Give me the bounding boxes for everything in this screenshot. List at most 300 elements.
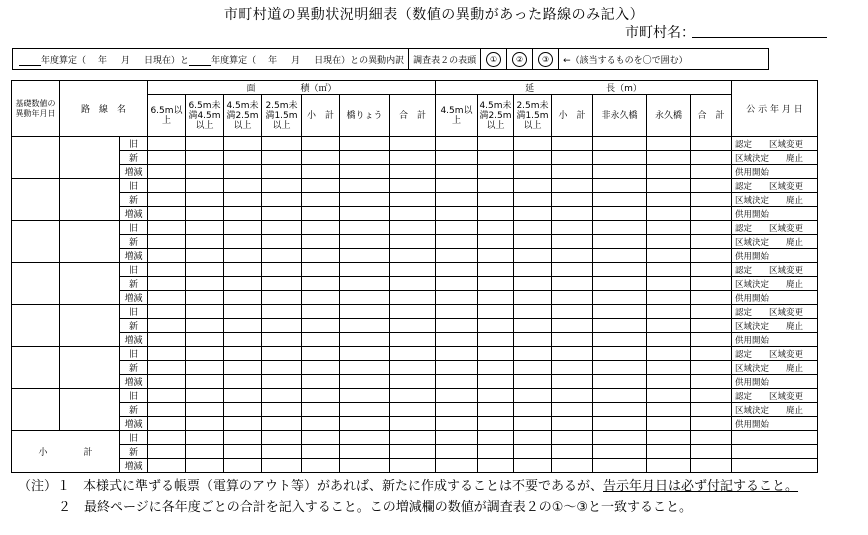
value-cell[interactable] [186,291,224,305]
value-cell[interactable] [340,459,390,473]
value-cell[interactable] [436,445,478,459]
value-cell[interactable] [224,333,262,347]
kokuji-cell[interactable] [732,459,818,473]
value-cell[interactable] [647,277,691,291]
value-cell[interactable] [478,221,514,235]
value-cell[interactable] [552,277,593,291]
value-cell[interactable] [514,249,552,263]
value-cell[interactable] [302,263,340,277]
kokuji-cell[interactable] [732,445,818,459]
value-cell[interactable] [552,403,593,417]
municipality-field[interactable] [692,37,827,38]
value-cell[interactable] [478,235,514,249]
value-cell[interactable] [436,361,478,375]
value-cell[interactable] [691,305,732,319]
value-cell[interactable] [691,207,732,221]
value-cell[interactable] [302,389,340,403]
value-cell[interactable] [262,165,302,179]
value-cell[interactable] [148,151,186,165]
value-cell[interactable] [340,347,390,361]
value-cell[interactable] [390,249,436,263]
value-cell[interactable] [436,249,478,263]
value-cell[interactable] [514,319,552,333]
value-cell[interactable] [390,277,436,291]
value-cell[interactable] [593,459,647,473]
value-cell[interactable] [302,291,340,305]
value-cell[interactable] [647,207,691,221]
value-cell[interactable] [691,319,732,333]
value-cell[interactable] [593,179,647,193]
value-cell[interactable] [691,277,732,291]
value-cell[interactable] [302,431,340,445]
value-cell[interactable] [691,333,732,347]
value-cell[interactable] [224,179,262,193]
value-cell[interactable] [302,151,340,165]
value-cell[interactable] [552,235,593,249]
value-cell[interactable] [552,389,593,403]
value-cell[interactable] [224,375,262,389]
value-cell[interactable] [340,249,390,263]
value-cell[interactable] [148,403,186,417]
value-cell[interactable] [148,179,186,193]
value-cell[interactable] [691,137,732,151]
value-cell[interactable] [436,319,478,333]
option-2[interactable]: ② [507,52,532,67]
value-cell[interactable] [514,165,552,179]
value-cell[interactable] [478,445,514,459]
value-cell[interactable] [186,151,224,165]
value-cell[interactable] [691,389,732,403]
value-cell[interactable] [478,179,514,193]
value-cell[interactable] [148,165,186,179]
value-cell[interactable] [224,319,262,333]
value-cell[interactable] [478,403,514,417]
value-cell[interactable] [647,333,691,347]
value-cell[interactable] [647,263,691,277]
kokuji-cell[interactable]: 供用開始 [732,333,818,347]
value-cell[interactable] [478,361,514,375]
value-cell[interactable] [302,235,340,249]
value-cell[interactable] [262,137,302,151]
kokuji-cell[interactable]: 区域決定 廃止 [732,361,818,375]
value-cell[interactable] [436,291,478,305]
value-cell[interactable] [262,221,302,235]
value-cell[interactable] [514,347,552,361]
value-cell[interactable] [340,193,390,207]
value-cell[interactable] [647,459,691,473]
value-cell[interactable] [224,305,262,319]
value-cell[interactable] [552,165,593,179]
kokuji-cell[interactable]: 認定 区域変更 [732,305,818,319]
value-cell[interactable] [593,235,647,249]
value-cell[interactable] [224,165,262,179]
value-cell[interactable] [478,375,514,389]
value-cell[interactable] [148,445,186,459]
value-cell[interactable] [390,151,436,165]
value-cell[interactable] [148,389,186,403]
value-cell[interactable] [593,165,647,179]
value-cell[interactable] [593,151,647,165]
value-cell[interactable] [552,347,593,361]
value-cell[interactable] [552,305,593,319]
value-cell[interactable] [390,291,436,305]
value-cell[interactable] [302,221,340,235]
value-cell[interactable] [390,417,436,431]
value-cell[interactable] [552,319,593,333]
value-cell[interactable] [148,137,186,151]
value-cell[interactable] [593,347,647,361]
value-cell[interactable] [647,445,691,459]
value-cell[interactable] [647,389,691,403]
value-cell[interactable] [340,431,390,445]
option-3[interactable]: ③ [533,52,558,67]
route-name-cell[interactable] [60,221,120,263]
value-cell[interactable] [148,375,186,389]
value-cell[interactable] [593,375,647,389]
value-cell[interactable] [340,319,390,333]
value-cell[interactable] [186,347,224,361]
value-cell[interactable] [552,291,593,305]
value-cell[interactable] [390,375,436,389]
value-cell[interactable] [552,249,593,263]
value-cell[interactable] [691,445,732,459]
value-cell[interactable] [148,305,186,319]
value-cell[interactable] [647,305,691,319]
value-cell[interactable] [478,249,514,263]
value-cell[interactable] [390,319,436,333]
value-cell[interactable] [478,347,514,361]
value-cell[interactable] [478,207,514,221]
value-cell[interactable] [436,347,478,361]
value-cell[interactable] [262,277,302,291]
value-cell[interactable] [552,179,593,193]
value-cell[interactable] [514,193,552,207]
value-cell[interactable] [436,431,478,445]
value-cell[interactable] [593,207,647,221]
value-cell[interactable] [478,165,514,179]
value-cell[interactable] [478,389,514,403]
value-cell[interactable] [514,305,552,319]
value-cell[interactable] [262,151,302,165]
value-cell[interactable] [691,179,732,193]
value-cell[interactable] [436,389,478,403]
value-cell[interactable] [436,375,478,389]
value-cell[interactable] [436,221,478,235]
value-cell[interactable] [390,445,436,459]
date-cell[interactable] [12,221,60,263]
value-cell[interactable] [262,445,302,459]
value-cell[interactable] [647,137,691,151]
value-cell[interactable] [691,431,732,445]
value-cell[interactable] [262,361,302,375]
route-name-cell[interactable] [60,137,120,179]
route-name-cell[interactable] [60,347,120,389]
value-cell[interactable] [593,319,647,333]
value-cell[interactable] [514,431,552,445]
value-cell[interactable] [390,137,436,151]
value-cell[interactable] [514,403,552,417]
value-cell[interactable] [593,137,647,151]
value-cell[interactable] [691,249,732,263]
kokuji-cell[interactable]: 区域決定 廃止 [732,319,818,333]
value-cell[interactable] [514,263,552,277]
value-cell[interactable] [224,389,262,403]
kokuji-cell[interactable]: 区域決定 廃止 [732,235,818,249]
value-cell[interactable] [593,361,647,375]
date-cell[interactable] [12,305,60,347]
value-cell[interactable] [340,417,390,431]
value-cell[interactable] [148,263,186,277]
value-cell[interactable] [302,445,340,459]
value-cell[interactable] [340,445,390,459]
value-cell[interactable] [514,179,552,193]
value-cell[interactable] [262,389,302,403]
value-cell[interactable] [224,361,262,375]
value-cell[interactable] [436,179,478,193]
value-cell[interactable] [593,221,647,235]
value-cell[interactable] [262,207,302,221]
value-cell[interactable] [302,193,340,207]
value-cell[interactable] [148,193,186,207]
kokuji-cell[interactable]: 供用開始 [732,375,818,389]
kokuji-cell[interactable]: 認定 区域変更 [732,137,818,151]
value-cell[interactable] [262,235,302,249]
value-cell[interactable] [224,417,262,431]
value-cell[interactable] [224,263,262,277]
value-cell[interactable] [186,431,224,445]
value-cell[interactable] [478,151,514,165]
value-cell[interactable] [148,235,186,249]
value-cell[interactable] [148,347,186,361]
value-cell[interactable] [186,319,224,333]
value-cell[interactable] [514,445,552,459]
value-cell[interactable] [436,165,478,179]
value-cell[interactable] [478,277,514,291]
value-cell[interactable] [302,459,340,473]
value-cell[interactable] [340,403,390,417]
value-cell[interactable] [186,445,224,459]
value-cell[interactable] [302,305,340,319]
value-cell[interactable] [691,263,732,277]
value-cell[interactable] [340,165,390,179]
date-cell[interactable] [12,263,60,305]
value-cell[interactable] [390,459,436,473]
value-cell[interactable] [262,249,302,263]
value-cell[interactable] [186,249,224,263]
value-cell[interactable] [390,221,436,235]
value-cell[interactable] [691,347,732,361]
value-cell[interactable] [593,263,647,277]
value-cell[interactable] [514,277,552,291]
value-cell[interactable] [340,389,390,403]
value-cell[interactable] [552,221,593,235]
value-cell[interactable] [340,207,390,221]
value-cell[interactable] [224,431,262,445]
value-cell[interactable] [647,151,691,165]
value-cell[interactable] [647,291,691,305]
value-cell[interactable] [148,333,186,347]
value-cell[interactable] [390,207,436,221]
value-cell[interactable] [514,375,552,389]
value-cell[interactable] [691,361,732,375]
kokuji-cell[interactable]: 認定 区域変更 [732,347,818,361]
value-cell[interactable] [224,459,262,473]
value-cell[interactable] [302,179,340,193]
value-cell[interactable] [390,235,436,249]
value-cell[interactable] [552,137,593,151]
value-cell[interactable] [340,235,390,249]
value-cell[interactable] [593,291,647,305]
value-cell[interactable] [593,193,647,207]
value-cell[interactable] [647,431,691,445]
value-cell[interactable] [340,305,390,319]
value-cell[interactable] [514,221,552,235]
value-cell[interactable] [262,403,302,417]
value-cell[interactable] [593,305,647,319]
value-cell[interactable] [436,333,478,347]
value-cell[interactable] [186,389,224,403]
value-cell[interactable] [390,389,436,403]
value-cell[interactable] [224,207,262,221]
value-cell[interactable] [340,179,390,193]
value-cell[interactable] [224,249,262,263]
value-cell[interactable] [647,375,691,389]
value-cell[interactable] [390,305,436,319]
value-cell[interactable] [186,263,224,277]
kokuji-cell[interactable]: 認定 区域変更 [732,179,818,193]
route-name-cell[interactable] [60,179,120,221]
kokuji-cell[interactable] [732,431,818,445]
value-cell[interactable] [514,291,552,305]
value-cell[interactable] [262,291,302,305]
value-cell[interactable] [340,277,390,291]
value-cell[interactable] [390,263,436,277]
value-cell[interactable] [390,179,436,193]
value-cell[interactable] [186,277,224,291]
value-cell[interactable] [552,263,593,277]
value-cell[interactable] [593,389,647,403]
value-cell[interactable] [478,459,514,473]
value-cell[interactable] [148,249,186,263]
value-cell[interactable] [302,319,340,333]
value-cell[interactable] [340,137,390,151]
value-cell[interactable] [340,291,390,305]
value-cell[interactable] [186,403,224,417]
date-cell[interactable] [12,347,60,389]
value-cell[interactable] [224,235,262,249]
value-cell[interactable] [148,319,186,333]
value-cell[interactable] [390,403,436,417]
value-cell[interactable] [593,403,647,417]
value-cell[interactable] [390,333,436,347]
value-cell[interactable] [262,305,302,319]
value-cell[interactable] [436,207,478,221]
value-cell[interactable] [478,193,514,207]
value-cell[interactable] [224,291,262,305]
value-cell[interactable] [478,305,514,319]
value-cell[interactable] [647,165,691,179]
value-cell[interactable] [262,193,302,207]
value-cell[interactable] [186,361,224,375]
value-cell[interactable] [186,235,224,249]
value-cell[interactable] [514,151,552,165]
date-cell[interactable] [12,179,60,221]
kokuji-cell[interactable]: 認定 区域変更 [732,221,818,235]
kokuji-cell[interactable]: 区域決定 廃止 [732,193,818,207]
value-cell[interactable] [186,221,224,235]
value-cell[interactable] [224,221,262,235]
route-name-cell[interactable] [60,305,120,347]
value-cell[interactable] [593,333,647,347]
value-cell[interactable] [691,417,732,431]
value-cell[interactable] [691,459,732,473]
value-cell[interactable] [340,221,390,235]
value-cell[interactable] [514,137,552,151]
value-cell[interactable] [593,277,647,291]
kokuji-cell[interactable]: 区域決定 廃止 [732,277,818,291]
value-cell[interactable] [186,165,224,179]
value-cell[interactable] [514,417,552,431]
value-cell[interactable] [647,319,691,333]
kokuji-cell[interactable]: 供用開始 [732,207,818,221]
value-cell[interactable] [478,263,514,277]
value-cell[interactable] [436,193,478,207]
value-cell[interactable] [148,207,186,221]
value-cell[interactable] [436,305,478,319]
value-cell[interactable] [390,361,436,375]
value-cell[interactable] [647,403,691,417]
value-cell[interactable] [224,277,262,291]
value-cell[interactable] [262,431,302,445]
fy2-blank[interactable] [189,55,211,66]
value-cell[interactable] [478,137,514,151]
value-cell[interactable] [647,235,691,249]
value-cell[interactable] [302,347,340,361]
value-cell[interactable] [691,193,732,207]
value-cell[interactable] [148,291,186,305]
value-cell[interactable] [186,333,224,347]
value-cell[interactable] [262,333,302,347]
value-cell[interactable] [647,221,691,235]
value-cell[interactable] [593,431,647,445]
value-cell[interactable] [186,375,224,389]
value-cell[interactable] [514,459,552,473]
value-cell[interactable] [262,375,302,389]
value-cell[interactable] [552,431,593,445]
value-cell[interactable] [186,417,224,431]
kokuji-cell[interactable]: 区域決定 廃止 [732,151,818,165]
value-cell[interactable] [302,333,340,347]
value-cell[interactable] [552,417,593,431]
value-cell[interactable] [593,249,647,263]
value-cell[interactable] [302,165,340,179]
value-cell[interactable] [340,361,390,375]
value-cell[interactable] [552,445,593,459]
value-cell[interactable] [552,151,593,165]
value-cell[interactable] [390,431,436,445]
route-name-cell[interactable] [60,389,120,431]
value-cell[interactable] [186,179,224,193]
value-cell[interactable] [691,235,732,249]
value-cell[interactable] [148,431,186,445]
value-cell[interactable] [478,291,514,305]
value-cell[interactable] [436,403,478,417]
value-cell[interactable] [552,207,593,221]
value-cell[interactable] [302,417,340,431]
kokuji-cell[interactable]: 供用開始 [732,291,818,305]
value-cell[interactable] [186,305,224,319]
value-cell[interactable] [514,389,552,403]
